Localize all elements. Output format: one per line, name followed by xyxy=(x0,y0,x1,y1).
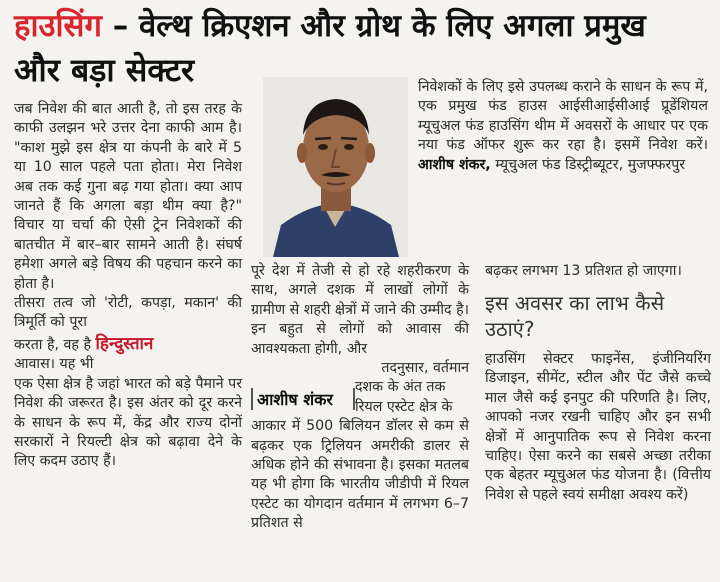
section-subhead: इस अवसर का लाभ कैसे उठाएं? xyxy=(485,291,665,341)
headline-line-1 xyxy=(14,6,714,46)
col1-paragraph-3: एक ऐसा क्षेत्र है जहां भारत को बड़े पैमाने पर निवेश की जरूरत है। इस अंतर को दूर करने के साधन के रूप में, केंद्र और राज्य दोनों सरकारों ने रियल्टी क्षेत्र को बढ़ावा देने के लिए कदम उठाए हैं। xyxy=(14,375,242,470)
col1-paragraph-2-lead: करता है, वह है xyxy=(14,336,91,353)
portrait-image xyxy=(263,77,408,257)
pull-quote-name: आशीष शंकर xyxy=(251,388,355,410)
headline-line-2: और बड़ा सेक्टर xyxy=(14,51,195,89)
headline-keyword: हाउसिंग xyxy=(14,8,102,44)
col1-paragraph-2-brand-line xyxy=(14,335,242,355)
col1-paragraph-2 xyxy=(14,294,242,333)
col2-paragraph-3: आकार में 500 बिलियन डॉलर से कम से बढ़कर एक ट्रिलियन अमरीकी डालर से अधिक होने की संभावना है। इसका मतलब यह भी होगा कि भारतीय जीडीपी में रियल एस्टेट का योगदान वर्तमान में लगभग 6–7 प्रतिशत से xyxy=(251,418,469,532)
caption-person-role: म्यूचुअल फंड डिस्ट्रीब्यूटर, मुजफ्फरपुर xyxy=(490,156,686,173)
col1-paragraph-1: जब निवेश की बात आती है, तो इस तरह के काफी उलझन भरे उत्तर देना काफी आम है। "काश मुझे इस क्षेत्र या कंपनी के बारे में 5 या 10 साल पहले पता होता। मेरा निवेश अब तक कई गुना बढ़ गया होता। क्या आप जानते हैं कि अगला बड़ा थीम क्या है?" विचार या चर्चा की ऐसी ट्रेन निवेशकों की बातचीत में बार–बार सामने आती है। संघर्ष हमेशा अगले बड़े विषय की पहचान करने का होता है। xyxy=(14,101,242,292)
caption-text: निवेशकों के लिए इसे उपलब्ध कराने के साधन के रूप में, एक प्रमुख फंड हाउस आईसीआईसीआई प्रूडेंशियल म्यूचुअल फंड हाउसिंग थीम में अवसरों के आधार पर एक नया फंड ऑफर शुरू कर रहा है। इसमें निवेश करें। xyxy=(418,79,708,154)
col2-paragraph-2b: दशक के अंत तक xyxy=(355,379,446,396)
photo-caption xyxy=(418,78,708,175)
col2-paragraph-2a: तदनुसार, वर्तमान xyxy=(381,360,469,377)
article-column-3-top: बढ़कर लगभग 13 प्रतिशत हो जाएगा। xyxy=(485,263,682,279)
newspaper-logo: हिन्दुस्तान xyxy=(95,333,154,354)
col2-paragraph-2c: रियल एस्टेट क्षेत्र के xyxy=(355,398,453,415)
article-column-1 xyxy=(14,100,242,472)
col1-paragraph-2-text: तीसरा तत्व जो 'रोटी, कपड़ा, मकान' की त्रिमूर्ति को पूरा xyxy=(14,295,242,331)
col2-paragraph-1: पूरे देश में तेजी से हो रहे शहरीकरण के साथ, अगले दशक में लाखों लोगों के ग्रामीण से शहरी क्षेत्रों में जाने की उम्मीद है। इन बहुत से लोगों को आवास की आवश्यकता होगी, और xyxy=(251,263,469,357)
portrait-photo xyxy=(263,77,408,257)
article-column-3: हाउसिंग सेक्टर फाइनेंस, इंजीनियरिंग डिजाइन, सीमेंट, स्टील और पेंट जैसे कच्चे माल जैसे कई इनपुट की परिणति है। लिए, आपको नजर रखनी चाहिए और इन सभी क्षेत्रों में आनुपातिक रूप से निवेश करना चाहिए। ऐसा करने का सबसे अच्छा तरीका एक बेहतर म्यूचुअल फंड योजना है। (वित्तीय निवेश से पहले स्वयं समीक्षा अवश्य करें) xyxy=(485,351,711,503)
col1-paragraph-2-tail: आवास। यह भी xyxy=(14,356,94,373)
headline-rest: – वेल्थ क्रिएशन और ग्रोथ के लिए अगला प्रमुख xyxy=(101,8,646,44)
caption-person-name: आशीष शंकर, xyxy=(418,156,491,173)
